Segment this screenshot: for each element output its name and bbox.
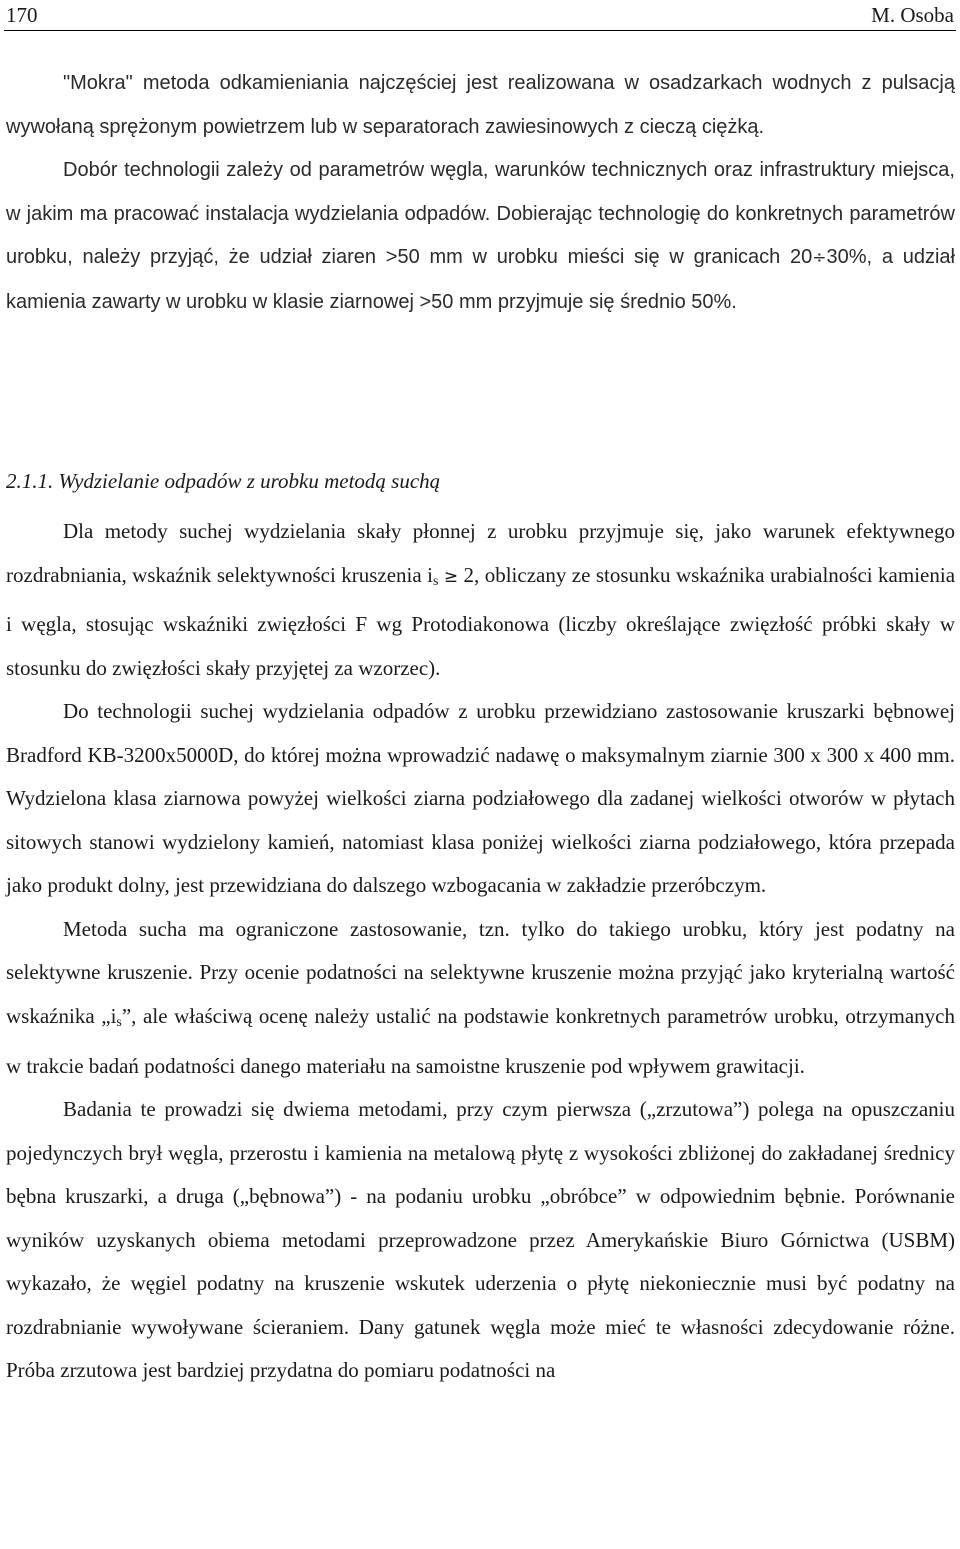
paragraph-technology-selection xyxy=(6,149,955,324)
header-rule xyxy=(4,30,956,31)
paragraph-dry-method-limits xyxy=(6,908,955,1088)
running-author: M. Osoba xyxy=(871,3,954,27)
paragraph-dry-method-criterion-part2: 2, obliczany ze stosunku wskaźnika urabialności kamienia i węgla, stosując wskaźniki zwięzłości F wg Protodiakonowa (liczby określające zwięzłość próbki skały w stosunku do zwięzłości skały przyjętej za wzorzec). xyxy=(6,562,956,680)
paragraph-test-methods: Badania te prowadzi się dwiema metodami, przy czym pierwsza („zrzutowa”) polega na opuszczaniu pojedynczych brył węgla, przerostu i kamienia na metalową płytę z wysokości zbliżonej do zakładanej średnicy bębna kruszarki, a druga („bębnowa”) - na podaniu urobku „obróbce” w odpowiednim bębnie. Porównanie wyników uzyskanych obiema metodami przeprowadzone przez Amerykańskie Biuro Górnictwa (USBM) wykazało, że węgiel podatny na kruszenie wskutek uderzenia o płytę niekoniecznie musi być podatny na rozdrabnianie wywoływane ścieraniem. Dany gatunek węgla może mieć te własności zdecydowanie różne. Próba zrzutowa jest bardziej przydatna do pomiaru podatności na xyxy=(6,1097,955,1383)
section-heading xyxy=(6,460,440,503)
index-subscript-2: s xyxy=(116,1015,122,1031)
index-subscript: s xyxy=(432,573,439,589)
geq-symbol: ≥ xyxy=(443,566,459,587)
paragraph-wet-method: "Mokra" metoda odkamieniania najczęściej jest realizowana w osadzarkach wodnych z pulsacją wywołaną sprężonym powietrzem lub w separatorach zawiesinowych z cieczą ciężką. xyxy=(6,72,955,138)
paragraph-dry-method-criterion-part1: Dla metody suchej wydzielania skały płonnej z urobku przyjmuje się, jako warunek efektywnego rozdrabniania, wskaźnik selektywności kruszenia i xyxy=(6,519,955,587)
paragraph-technology-selection-part1: Dobór technologii zależy od parametrów węgla, warunków technicznych oraz infrastruktury miejsca, w jakim ma pracować instalacja wydzielania odpadów. Dobierając technologię do konkretnych parametrów urobku, należy przyjąć, że udział ziaren >50 mm w urobku mieści się w granicach 20 xyxy=(6,159,955,269)
paragraph-dry-method-limits-part2: ”, ale właściwą ocenę należy ustalić na podstawie konkretnych parametrów urobku, otrzymanych w trakcie badań podatności danego materiału na samoistne kruszenie pod wpływem grawitacji. xyxy=(6,1004,955,1078)
text-block-bottom xyxy=(6,510,955,1393)
paragraph-technology-selection-part2: 30%, a udział kamienia zawarty w urobku w klasie ziarnowej >50 mm przyjmuje się średnio 50%. xyxy=(6,246,955,313)
section-title: Wydzielanie odpadów z urobku metodą suchą xyxy=(58,469,441,493)
section-number: 2.1.1. xyxy=(6,469,54,493)
paragraph-dry-method-criterion xyxy=(6,510,955,690)
paragraph-dry-method-limits-part1: Metoda sucha ma ograniczone zastosowanie, tzn. tylko do takiego urobku, który jest podatny na selektywne kruszenie. Przy ocenie podatności na selektywne kruszenie można przyjąć jako kryterialną wartość wskaźnika „i xyxy=(6,916,955,1029)
text-block-top xyxy=(6,62,955,324)
paragraph-drum-crusher: Do technologii suchej wydzielania odpadów z urobku przewidziano zastosowanie kruszarki bębnowej Bradford KB-3200x5000D, do której można wprowadzić nadawę o maksymalnym ziarnie 300 x 300 x 400 mm. Wydzielona klasa ziarnowa powyżej wielkości ziarna podziałowego dla zadanej wielkości otworów w płytach sitowych stanowi wydzielony kamień, natomiast klasa poniżej wielkości ziarna podziałowego, która przepada jako produkt dolny, jest przewidziana do dalszego wzbogacania w zakładzie przeróbczym. xyxy=(6,699,955,898)
running-header xyxy=(6,2,954,28)
page-number: 170 xyxy=(6,3,38,27)
divide-symbol: ÷ xyxy=(812,248,827,269)
